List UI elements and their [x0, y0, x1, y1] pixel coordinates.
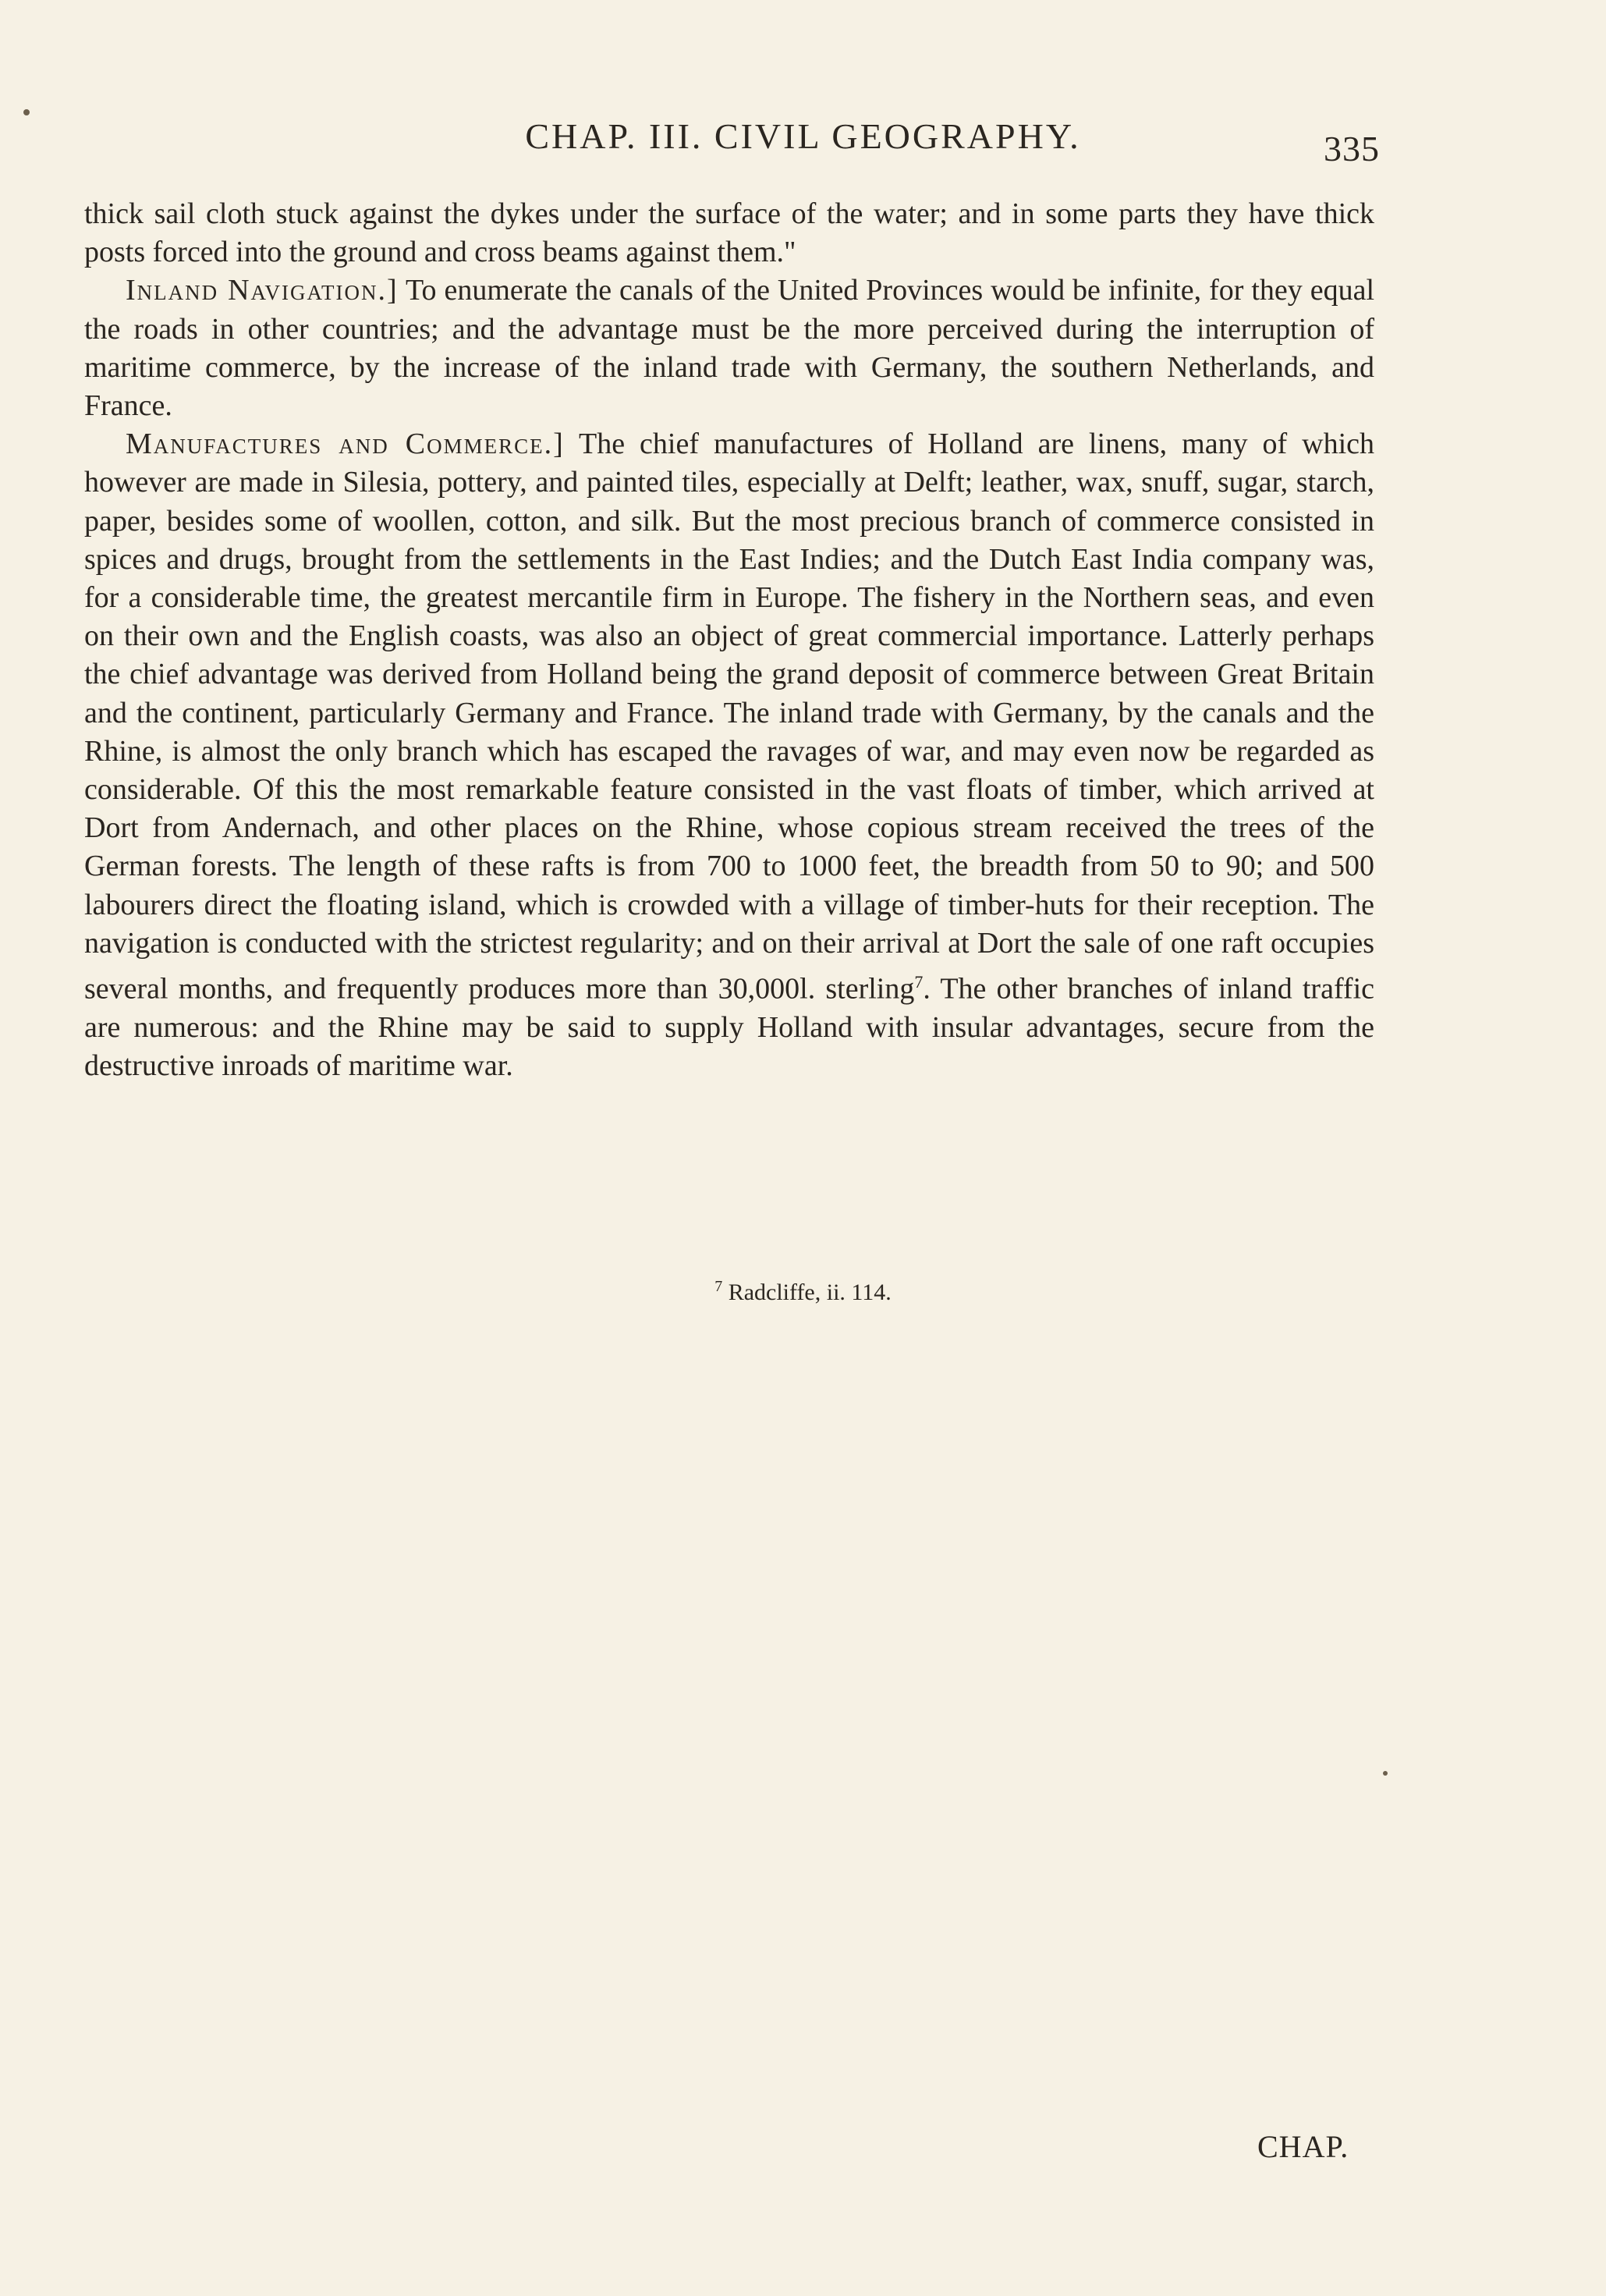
paragraph-continuation	[84, 195, 1374, 271]
footnote-reference[interactable]: 7	[914, 972, 924, 992]
footnote-marker: 7	[714, 1278, 723, 1295]
paragraph-text: thick sail cloth stuck against the dykes under the surface of the water; and in some parts they have thick posts forced into the ground and cross beams against them."	[84, 197, 1374, 269]
footnote-text: Radcliffe, ii. 114.	[722, 1279, 892, 1305]
page-number: 335	[1324, 129, 1380, 169]
section-heading: Manufactures and Commerce.]	[126, 428, 565, 461]
paragraph-text-tail: . The other branches of inland traffic are numerous: and the Rhine may be said to supply Holland with insular advantages, secure from the destructive inroads of maritime war.	[84, 972, 1374, 1083]
running-head-text: CHAP. III. CIVIL GEOGRAPHY.	[525, 116, 1081, 156]
paragraph-manufactures-commerce	[84, 425, 1374, 1085]
section-heading: Inland Navigation.]	[126, 274, 399, 307]
paragraph-inland-navigation	[84, 271, 1374, 425]
catchword: CHAP.	[1257, 2129, 1349, 2164]
ink-speck	[1383, 1771, 1388, 1776]
body-text	[84, 195, 1374, 1085]
paragraph-text: To enumerate the canals of the United Provinces would be infinite, for they equal the roads in other countries; and the advantage must be the more perceived during the interruption of maritime commerce, by the increase of the inland trade with Germany, the southern Netherlands, and France.	[84, 274, 1374, 423]
ink-speck	[23, 109, 30, 115]
paragraph-text: The chief manufactures of Holland are linens, many of which however are made in Silesia, pottery, and painted tiles, especially at Delft; leather, wax, snuff, sugar, starch, paper, besides some of woollen, cotton, and silk. But the most precious branch of commerce consisted in spices and drugs, brought from the settlements in the East Indies; and the Dutch East India company was, for a considerable time, the greatest mercantile firm in Europe. The fishery in the Northern seas, and even on their own and the English coasts, was also an object of great commercial importance. Latterly perhaps the chief advantage was derived from Holland being the grand deposit of commerce between Great Britain and the continent, particularly Germany and France. The inland trade with Germany, by the canals and the Rhine, is almost the only branch which has escaped the ravages of war, and may even now be regarded as considerable. Of this the most remarkable feature consisted in the vast floats of timber, which arrived at Dort from Andernach, and other places on the Rhine, whose copious stream received the trees of the German forests. The length of these rafts is from 700 to 1000 feet, the breadth from 50 to 90; and 500 labourers direct the floating island, which is crowded with a village of timber-huts for their reception. The navigation is conducted with the strictest regularity; and on their arrival at Dort the sale of one raft occupies several months, and frequently produces more than 30,000l. sterling	[84, 428, 1374, 1006]
footnote	[0, 1278, 1606, 1306]
